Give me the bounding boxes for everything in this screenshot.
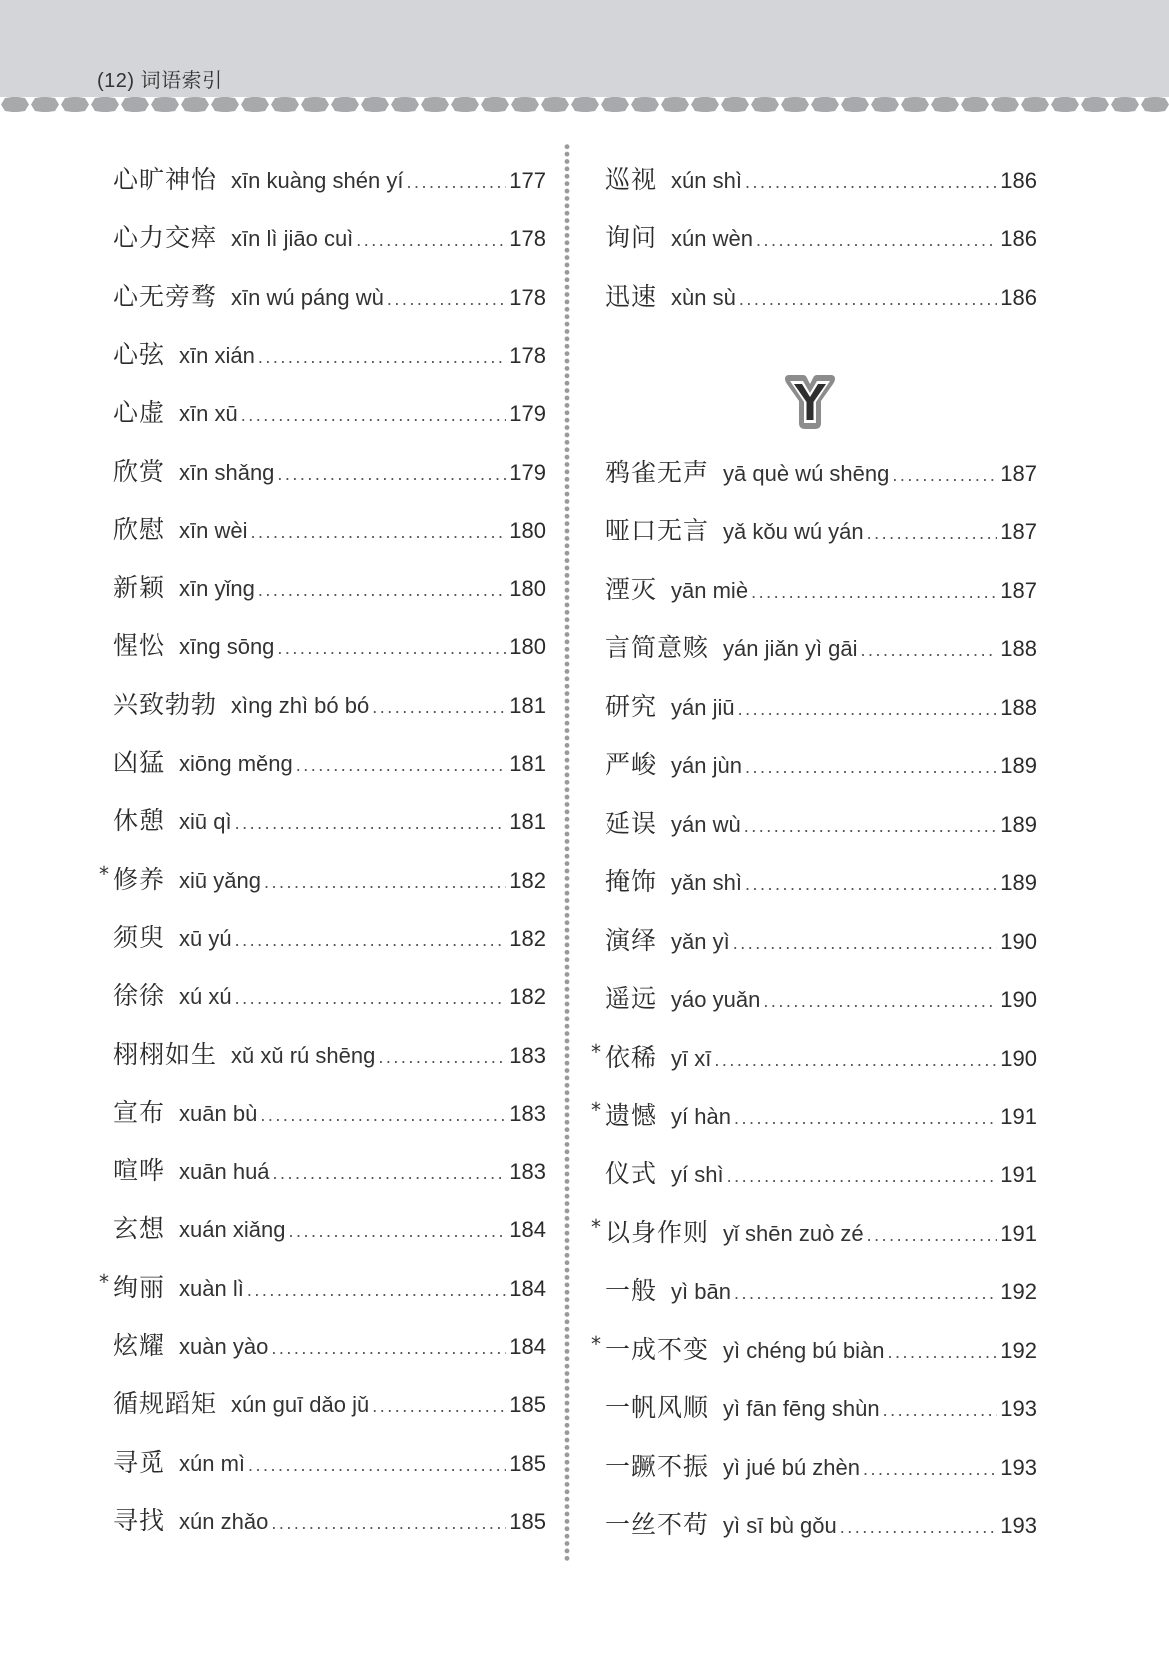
index-entry bbox=[113, 685, 546, 725]
entry-hanzi: 兴致勃勃 bbox=[113, 689, 218, 719]
index-entry bbox=[605, 570, 1037, 610]
entry-page-number: 185 bbox=[509, 1450, 546, 1476]
entry-pinyin: yǎn shì bbox=[671, 870, 742, 896]
entry-page-number: 181 bbox=[509, 809, 546, 835]
entry-page-number: 180 bbox=[509, 634, 546, 660]
dot-leader bbox=[745, 757, 997, 778]
dot-leader bbox=[840, 1517, 998, 1538]
entry-hanzi: 炫耀 bbox=[113, 1331, 166, 1360]
entry-pinyin: yān miè bbox=[671, 577, 749, 603]
entry-hanzi: 巡视 bbox=[605, 165, 658, 194]
dot-leader bbox=[277, 638, 506, 659]
entry-pinyin: xú xú bbox=[179, 984, 232, 1010]
entry-hanzi: 欣慰 bbox=[113, 514, 166, 544]
entry-page-number: 185 bbox=[509, 1508, 546, 1534]
dot-leader bbox=[271, 1513, 506, 1534]
dot-leader bbox=[378, 1047, 506, 1068]
index-entry bbox=[591, 1038, 1037, 1078]
dot-leader bbox=[258, 580, 506, 601]
entry-hanzi: 栩栩如生 bbox=[113, 1039, 218, 1069]
index-entry bbox=[605, 745, 1037, 785]
entry-hanzi: 玄想 bbox=[113, 1214, 166, 1244]
entry-pinyin: yán jiū bbox=[671, 694, 735, 720]
dot-leader bbox=[733, 933, 998, 954]
entry-page-number: 190 bbox=[1000, 987, 1037, 1013]
index-entry bbox=[605, 862, 1037, 902]
entry-pinyin: yán jiǎn yì gāi bbox=[723, 636, 858, 662]
entry-page-number: 192 bbox=[1000, 1279, 1037, 1305]
entry-pinyin: xīn lì jiāo cuì bbox=[231, 226, 354, 252]
entry-page-number: 178 bbox=[509, 284, 546, 310]
entry-pinyin: yì sī bù gǒu bbox=[723, 1513, 837, 1539]
entry-pinyin: xǔ xǔ rú shēng bbox=[231, 1042, 376, 1068]
entry-page-number: 186 bbox=[1000, 168, 1037, 193]
dot-leader bbox=[387, 289, 506, 310]
dot-leader bbox=[738, 699, 998, 720]
entry-hanzi: 遥远 bbox=[605, 984, 658, 1014]
entry-pinyin: xùn sù bbox=[671, 284, 736, 310]
entry-hanzi: 心无旁骛 bbox=[113, 281, 218, 311]
dot-leader bbox=[372, 697, 506, 718]
index-entry bbox=[113, 160, 546, 200]
index-entry bbox=[113, 335, 546, 375]
index-entry bbox=[605, 511, 1037, 551]
entry-pinyin: yí hàn bbox=[671, 1103, 731, 1129]
dot-leader bbox=[734, 1108, 997, 1129]
entry-hanzi: 迅速 bbox=[605, 281, 658, 311]
index-entry bbox=[99, 1268, 546, 1308]
index-entry bbox=[113, 918, 546, 958]
entry-pinyin: xún guī dǎo jǔ bbox=[231, 1392, 370, 1418]
entry-hanzi: 修养 bbox=[113, 864, 166, 894]
dot-leader bbox=[260, 1105, 506, 1126]
entry-page-number: 189 bbox=[1000, 811, 1037, 837]
entry-pinyin: xuàn lì bbox=[179, 1275, 244, 1301]
dot-leader bbox=[406, 172, 506, 193]
entry-pinyin: yí shì bbox=[671, 1162, 724, 1188]
entry-hanzi: 鸦雀无声 bbox=[605, 458, 710, 487]
entry-pinyin: xū yú bbox=[179, 925, 232, 951]
index-entry bbox=[113, 1384, 546, 1424]
dot-leader bbox=[248, 1455, 506, 1476]
index-entry bbox=[605, 979, 1037, 1019]
dot-leader bbox=[745, 172, 997, 193]
entry-hanzi: 心力交瘁 bbox=[113, 223, 218, 253]
dot-leader bbox=[734, 1283, 997, 1304]
entry-page-number: 187 bbox=[1000, 461, 1037, 486]
index-entry bbox=[113, 510, 546, 550]
entry-hanzi: 湮灭 bbox=[605, 574, 658, 604]
entry-page-number: 193 bbox=[1000, 1454, 1037, 1480]
index-entry bbox=[113, 1501, 546, 1541]
index-entry bbox=[605, 1154, 1037, 1194]
entry-hanzi: 心虚 bbox=[113, 398, 166, 428]
entry-page-number: 181 bbox=[509, 692, 546, 718]
index-entry bbox=[113, 1151, 546, 1191]
index-entry bbox=[113, 743, 546, 783]
entry-pinyin: yī xī bbox=[671, 1045, 712, 1071]
index-entry bbox=[605, 277, 1037, 317]
entry-pinyin: xìng zhì bó bó bbox=[231, 692, 370, 718]
index-entry bbox=[113, 976, 546, 1016]
entry-page-number: 192 bbox=[1000, 1337, 1037, 1363]
entry-page-number: 186 bbox=[1000, 226, 1037, 252]
entry-page-number: 193 bbox=[1000, 1396, 1037, 1422]
entry-hanzi: 心旷神怡 bbox=[113, 165, 218, 194]
entry-pinyin: xīng sōng bbox=[179, 634, 275, 660]
index-entry bbox=[99, 860, 546, 900]
entry-hanzi: 一帆风顺 bbox=[605, 1393, 710, 1423]
entry-page-number: 189 bbox=[1000, 870, 1037, 896]
entry-page-number: 193 bbox=[1000, 1513, 1037, 1539]
entry-pinyin: xún zhǎo bbox=[179, 1508, 269, 1534]
entry-pinyin: xiū qì bbox=[179, 809, 232, 835]
required-word-marker: * bbox=[591, 1331, 601, 1356]
index-entry bbox=[605, 1447, 1037, 1487]
index-entry bbox=[605, 1505, 1037, 1545]
entry-hanzi: 演绎 bbox=[605, 925, 658, 955]
header-band bbox=[0, 0, 1169, 97]
entry-hanzi: 掩饰 bbox=[605, 867, 658, 897]
dot-leader bbox=[273, 1163, 507, 1184]
index-entry bbox=[605, 160, 1037, 200]
entry-page-number: 184 bbox=[509, 1217, 546, 1243]
entry-hanzi: 以身作则 bbox=[605, 1217, 710, 1247]
entry-hanzi: 依稀 bbox=[605, 1042, 658, 1072]
entry-hanzi: 循规蹈矩 bbox=[113, 1389, 218, 1419]
dot-leader bbox=[714, 1050, 997, 1071]
entry-page-number: 185 bbox=[509, 1392, 546, 1418]
dot-leader bbox=[271, 1338, 506, 1359]
dot-leader bbox=[727, 1166, 998, 1187]
entry-hanzi: 喧哗 bbox=[113, 1156, 166, 1186]
entry-hanzi: 延误 bbox=[605, 808, 658, 838]
entry-pinyin: xún wèn bbox=[671, 226, 753, 252]
index-entry bbox=[605, 628, 1037, 668]
dot-leader bbox=[744, 816, 998, 837]
entry-pinyin: xīn xián bbox=[179, 342, 255, 368]
entry-hanzi: 遗憾 bbox=[605, 1100, 658, 1130]
entry-hanzi: 绚丽 bbox=[113, 1272, 166, 1302]
entry-page-number: 187 bbox=[1000, 519, 1037, 545]
index-entry bbox=[113, 277, 546, 317]
index-entry bbox=[113, 452, 546, 492]
index-entry bbox=[113, 218, 546, 258]
entry-hanzi: 言简意赅 bbox=[605, 633, 710, 663]
dot-leader bbox=[892, 465, 997, 486]
index-entry bbox=[605, 921, 1037, 961]
entry-pinyin: yǎ kǒu wú yán bbox=[723, 519, 864, 545]
entry-hanzi: 须臾 bbox=[113, 922, 166, 952]
entry-hanzi: 询问 bbox=[605, 223, 658, 253]
index-entry bbox=[113, 1209, 546, 1249]
index-entry bbox=[113, 393, 546, 433]
required-word-marker: * bbox=[591, 1214, 601, 1239]
entry-hanzi: 徐徐 bbox=[113, 981, 166, 1011]
index-entry bbox=[113, 568, 546, 608]
entry-page-number: 184 bbox=[509, 1275, 546, 1301]
entry-pinyin: xiū yǎng bbox=[179, 867, 261, 893]
index-entry bbox=[113, 1326, 546, 1366]
entry-page-number: 177 bbox=[509, 168, 546, 193]
entry-hanzi: 严峻 bbox=[605, 750, 658, 780]
entry-page-number: 181 bbox=[509, 751, 546, 776]
entry-hanzi: 一般 bbox=[605, 1276, 658, 1306]
entry-page-number: 184 bbox=[509, 1334, 546, 1359]
entry-pinyin: yán wù bbox=[671, 811, 741, 837]
entry-page-number: 188 bbox=[1000, 636, 1037, 662]
entry-pinyin: yì chéng bú biàn bbox=[723, 1337, 885, 1363]
entry-hanzi: 凶猛 bbox=[113, 748, 166, 777]
dot-leader bbox=[235, 813, 507, 834]
decorative-pattern-strip bbox=[0, 97, 1169, 112]
entry-page-number: 191 bbox=[1000, 1103, 1037, 1129]
entry-hanzi: 欣赏 bbox=[113, 456, 166, 486]
required-word-marker: * bbox=[591, 1097, 601, 1122]
entry-hanzi: 惺忪 bbox=[113, 631, 166, 661]
dot-leader bbox=[296, 755, 507, 776]
entry-hanzi: 宣布 bbox=[113, 1097, 166, 1127]
entry-page-number: 182 bbox=[509, 984, 546, 1010]
entry-pinyin: yā què wú shēng bbox=[723, 461, 890, 486]
dot-leader bbox=[247, 1280, 506, 1301]
entry-page-number: 183 bbox=[509, 1159, 546, 1185]
entry-hanzi: 哑口无言 bbox=[605, 516, 710, 546]
entry-pinyin: xiōng měng bbox=[179, 751, 293, 776]
entry-page-number: 191 bbox=[1000, 1162, 1037, 1188]
entry-page-number: 180 bbox=[509, 517, 546, 543]
dot-leader bbox=[258, 347, 506, 368]
index-entry bbox=[605, 804, 1037, 844]
entry-pinyin: xuán xiǎng bbox=[179, 1217, 286, 1243]
entry-page-number: 178 bbox=[509, 226, 546, 252]
index-entry bbox=[605, 687, 1037, 727]
dot-leader bbox=[235, 930, 507, 951]
entry-pinyin: xīn shǎng bbox=[179, 459, 275, 485]
entry-pinyin: xīn wú páng wù bbox=[231, 284, 384, 310]
dot-leader bbox=[751, 582, 997, 603]
dot-leader bbox=[251, 522, 507, 543]
index-entry bbox=[605, 218, 1037, 258]
entry-page-number: 182 bbox=[509, 925, 546, 951]
entry-pinyin: yǐ shēn zuò zé bbox=[723, 1220, 864, 1246]
entry-page-number: 182 bbox=[509, 867, 546, 893]
dot-leader bbox=[739, 289, 997, 310]
index-entry bbox=[591, 1213, 1037, 1253]
entry-page-number: 190 bbox=[1000, 1045, 1037, 1071]
dot-leader bbox=[861, 640, 998, 661]
entry-pinyin: yán jùn bbox=[671, 753, 742, 779]
entry-pinyin: yì fān fēng shùn bbox=[723, 1396, 880, 1422]
index-entry bbox=[591, 1330, 1037, 1370]
entry-page-number: 178 bbox=[509, 342, 546, 368]
entry-hanzi: 研究 bbox=[605, 691, 658, 721]
dot-leader bbox=[867, 523, 998, 544]
required-word-marker: * bbox=[99, 1269, 109, 1294]
dot-leader bbox=[867, 1225, 998, 1246]
entry-hanzi: 休憩 bbox=[113, 806, 166, 836]
dot-leader bbox=[763, 991, 997, 1012]
entry-hanzi: 一蹶不振 bbox=[605, 1451, 710, 1481]
entry-page-number: 179 bbox=[509, 401, 546, 427]
index-entry bbox=[113, 1035, 546, 1075]
entry-page-number: 188 bbox=[1000, 694, 1037, 720]
entry-pinyin: yáo yuǎn bbox=[671, 987, 761, 1013]
entry-pinyin: yǎn yì bbox=[671, 928, 730, 954]
dot-leader bbox=[372, 1396, 506, 1417]
dot-leader bbox=[241, 405, 507, 426]
entry-pinyin: xuān bù bbox=[179, 1100, 258, 1126]
dot-leader bbox=[288, 1221, 506, 1242]
entry-hanzi: 心弦 bbox=[113, 339, 166, 369]
dot-leader bbox=[277, 464, 506, 485]
entry-hanzi: 寻觅 bbox=[113, 1447, 166, 1477]
index-entry bbox=[605, 453, 1037, 493]
column-divider-dotted bbox=[564, 143, 570, 1561]
section-letter-y-badge bbox=[779, 371, 841, 433]
entry-page-number: 189 bbox=[1000, 753, 1037, 779]
index-entry bbox=[591, 1096, 1037, 1136]
required-word-marker: * bbox=[591, 1039, 601, 1064]
entry-hanzi: 寻找 bbox=[113, 1505, 166, 1535]
entry-page-number: 180 bbox=[509, 576, 546, 602]
entry-page-number: 187 bbox=[1000, 577, 1037, 603]
entry-pinyin: xīn kuàng shén yí bbox=[231, 168, 404, 193]
entry-page-number: 179 bbox=[509, 459, 546, 485]
entry-pinyin: yì jué bú zhèn bbox=[723, 1454, 860, 1480]
index-entry bbox=[605, 1388, 1037, 1428]
entry-pinyin: xuàn yào bbox=[179, 1334, 269, 1359]
dot-leader bbox=[356, 230, 506, 251]
entry-hanzi: 一丝不苟 bbox=[605, 1510, 710, 1540]
index-entry bbox=[605, 1271, 1037, 1311]
page-title: (12) 词语索引 bbox=[97, 70, 223, 92]
required-word-marker: * bbox=[99, 861, 109, 886]
dot-leader bbox=[887, 1342, 997, 1363]
entry-pinyin: xīn xū bbox=[179, 401, 238, 427]
entry-pinyin: xīn yǐng bbox=[179, 576, 255, 602]
dot-leader bbox=[235, 988, 507, 1009]
dot-leader bbox=[863, 1459, 997, 1480]
index-entry bbox=[113, 1443, 546, 1483]
index-entry bbox=[113, 1093, 546, 1133]
entry-page-number: 191 bbox=[1000, 1220, 1037, 1246]
dot-leader bbox=[264, 872, 506, 893]
entry-page-number: 183 bbox=[509, 1042, 546, 1068]
dot-leader bbox=[756, 230, 997, 251]
entry-hanzi: 新颖 bbox=[113, 573, 166, 603]
entry-page-number: 183 bbox=[509, 1100, 546, 1126]
index-entry bbox=[113, 626, 546, 666]
entry-pinyin: xún mì bbox=[179, 1450, 246, 1476]
dot-leader bbox=[745, 874, 997, 895]
entry-hanzi: 一成不变 bbox=[605, 1334, 710, 1364]
index-entry bbox=[113, 801, 546, 841]
entry-pinyin: yì bān bbox=[671, 1279, 731, 1305]
entry-pinyin: xīn wèi bbox=[179, 517, 248, 543]
entry-hanzi: 仪式 bbox=[605, 1159, 658, 1189]
entry-page-number: 186 bbox=[1000, 284, 1037, 310]
entry-pinyin: xún shì bbox=[671, 168, 742, 193]
entry-page-number: 190 bbox=[1000, 928, 1037, 954]
dot-leader bbox=[883, 1400, 998, 1421]
entry-pinyin: xuān huá bbox=[179, 1159, 270, 1185]
